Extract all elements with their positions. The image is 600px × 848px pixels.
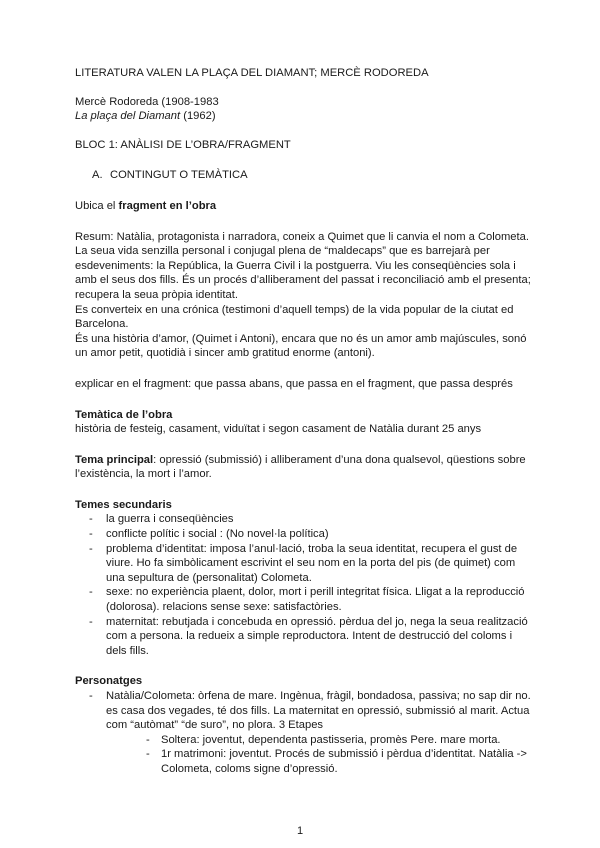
- page-number: 1: [296, 825, 304, 837]
- tema-principal: [75, 453, 535, 482]
- personatges-heading-text: Personatges: [75, 675, 143, 688]
- personatge-natalia: Natàlia/Colometa: òrfena de mare. Ingènua, fràgil, bondadosa, passiva; no sap dir no. es casa dos vegades, té dos fills. La maternitat en opressió, submissió al marit. Actua com “autòmat” “de suro”, no plora. 3 Etapes: [106, 690, 531, 732]
- temes-secundaris-heading-text: Temes secundaris: [75, 498, 172, 511]
- personatges-heading: [75, 674, 535, 689]
- list-item: [75, 689, 535, 777]
- bloc-heading: BLOC 1: ANÀLISI DE L’OBRA/FRAGMENT: [75, 138, 291, 151]
- document-title: LITERATURA VALEN LA PLAÇA DEL DIAMANT; MERCÈ RODOREDA: [75, 67, 429, 79]
- personatges-list: [75, 689, 535, 777]
- resum-paragraph-3: És una història d’amor, (Quimet i Antoni), encara que no és un amor amb majúscules, sonó un amor petit, quotidià i sincer amb gratitud enorme (antoni).: [75, 332, 527, 360]
- explicar-line: explicar en el fragment: que passa abans, que passa en el fragment, que passa després: [75, 377, 513, 390]
- temes-secundaris-list: [75, 512, 535, 658]
- book-title: La plaça del Diamant: [75, 110, 181, 123]
- list-item: - conflicte polític i social : (No novel·la política): [75, 527, 535, 542]
- author-line: Mercè Rodoreda (1908-1983: [75, 95, 219, 108]
- resum-paragraph-1: Resum: Natàlia, protagonista i narradora, coneix a Quimet que li canvia el nom a Colometa. La seua vida senzilla personal i conjugal plena de “maldecaps” que es barrejarà per esdeveniments: la República, la Guerra Civil i la postguerra. Viu les conseqüències sola i amb el seus dos fills. És un procés d’alliberament del passat i reconciliació amb el presenta; recupera la seua pròpia identitat.: [75, 230, 531, 301]
- temes-secundaris-heading: [75, 498, 535, 513]
- ubica-heading: [75, 199, 535, 214]
- section-a-label: CONTINGUT O TEMÀTICA: [110, 169, 248, 182]
- book-line: [75, 109, 535, 124]
- document-body: [75, 66, 535, 777]
- list-item: - Soltera: joventut, dependenta pastisseria, promès Pere. mare morta.: [106, 733, 535, 748]
- resum-paragraph-2: Es converteix en una crónica (testimoni d’aquell temps) de la vida popular de la ciutat ed Barcelona.: [75, 303, 514, 331]
- tema-principal-label: Tema principal: [75, 453, 154, 466]
- etapes-list: [106, 733, 535, 777]
- ubica-bold: fragment en l’obra: [118, 199, 217, 212]
- list-item: - sexe: no experiència plaent, dolor, mort i perill integritat física. Lligat a la reproducció (dolorosa). relacions sense sexe: satisfactòries.: [75, 585, 535, 614]
- tematica-heading-text: Temàtica de l’obra: [75, 408, 173, 421]
- tema-principal-text: : opressió (submissió) i alliberament d’una dona qualsevol, qüestions sobre l’existència, la mort i l’amor.: [75, 453, 526, 481]
- book-year: (1962): [180, 110, 216, 123]
- section-a-heading: [75, 168, 535, 183]
- list-item: - 1r matrimoni: joventut. Procés de submissió i pèrdua d’identitat. Natàlia -> Colometa, coloms signe d’opressió.: [106, 747, 535, 776]
- list-item: - la guerra i conseqüències: [75, 512, 535, 527]
- ubica-pre: Ubica el: [75, 199, 119, 212]
- list-item: - problema d’identitat: imposa l’anul·lació, troba la seua identitat, recupera el gust de viure. Ho fa simbòlicament escrivint el seu nom en la porta del pis (de quimet) com una sepultura de (personalitat) Colometa.: [75, 542, 535, 586]
- list-item: - maternitat: rebutjada i concebuda en opressió. pèrdua del jo, nega la seua realització com a persona. la redueix a simple reproductora. Intent de destrucció del coloms i dels fills.: [75, 615, 535, 659]
- tematica-heading: [75, 408, 535, 423]
- resum-block: [75, 230, 535, 361]
- section-a-number: A.: [92, 169, 103, 182]
- tematica-text: història de festeig, casament, viduïtat i segon casament de Natàlia durant 25 anys: [75, 423, 482, 436]
